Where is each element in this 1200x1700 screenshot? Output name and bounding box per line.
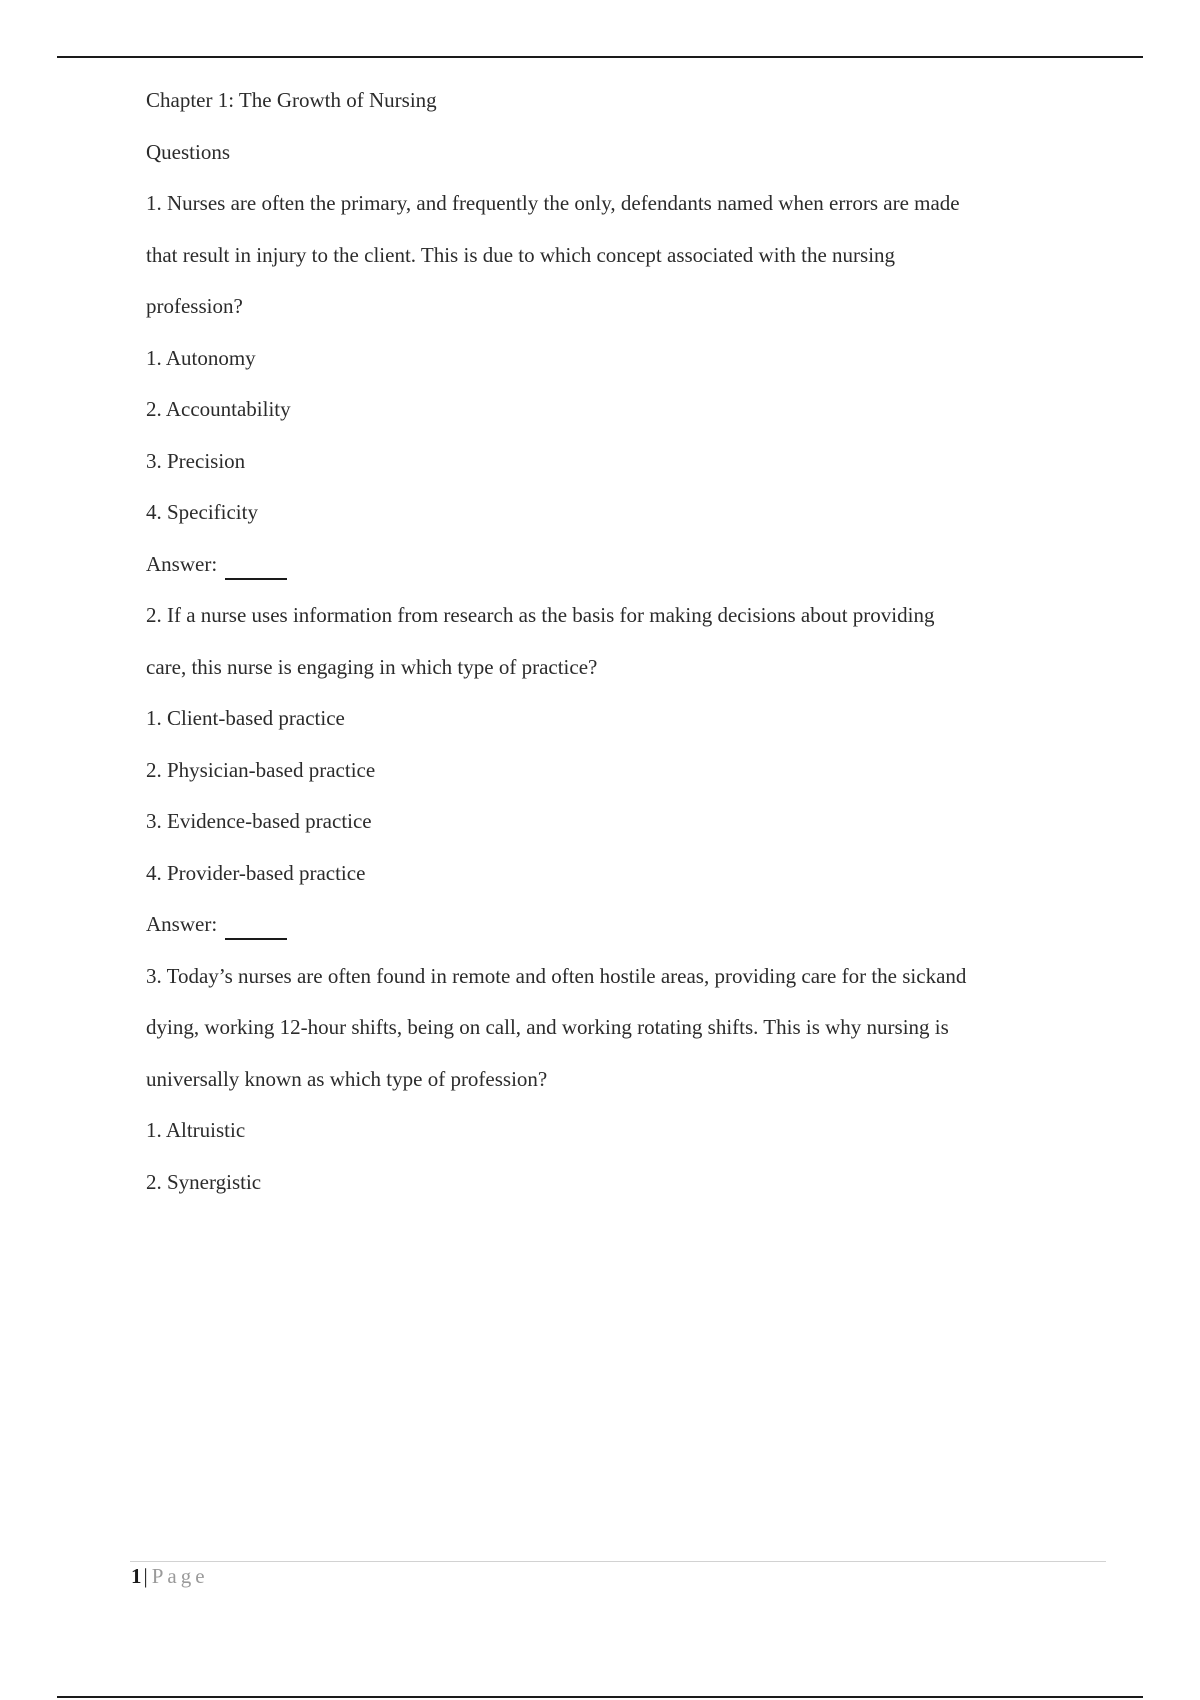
question-1-option-4: 4. Specificity: [146, 500, 258, 524]
question-1-option-2: 2. Accountability: [146, 397, 291, 421]
question-1-stem-line: that result in injury to the client. This is due to which concept associated with the nursing: [146, 242, 896, 267]
bottom-rule: [57, 1696, 1143, 1698]
document-body: [146, 84, 1086, 1217]
question-2-option-2: 2. Physician-based practice: [146, 757, 376, 782]
question-1-answer-row: [146, 548, 1086, 600]
question-2-option-1: 1. Client-based practice: [146, 706, 345, 730]
question-1-stem-line: 1. Nurses are often the primary, and frequently the only, defendants named when errors are made: [146, 191, 960, 215]
question-2-option-3: 3. Evidence-based practice: [146, 809, 372, 833]
question-3-stem-line: 3. Today’s nurses are often found in remote and often hostile areas, providing care for the sickand: [146, 963, 967, 988]
question-2-option-4: 4. Provider-based practice: [146, 860, 366, 885]
answer-blank: [225, 554, 287, 580]
question-2-answer-row: [146, 908, 1086, 960]
question-2-stem-line: care, this nurse is engaging in which type of practice?: [146, 654, 598, 679]
question-1-option-1: 1. Autonomy: [146, 345, 256, 370]
question-3-option-1: 1. Altruistic: [146, 1118, 246, 1142]
answer-label: Answer:: [146, 551, 218, 576]
question-1-stem-line: profession?: [146, 294, 243, 318]
question-1: [146, 187, 1086, 599]
page-footer: [131, 1562, 209, 1590]
footer-divider: [130, 1561, 1106, 1562]
section-label: Questions: [146, 139, 230, 164]
answer-label: Answer:: [146, 912, 218, 936]
top-rule: [57, 56, 1143, 58]
answer-blank: [225, 914, 287, 940]
question-2: [146, 599, 1086, 960]
question-2-stem-line: 2. If a nurse uses information from research as the basis for making decisions about providing: [146, 603, 935, 627]
question-3-option-2: 2. Synergistic: [146, 1169, 262, 1194]
question-3: [146, 960, 1086, 1218]
page-number: 1: [131, 1564, 142, 1588]
question-3-stem-line: dying, working 12-hour shifts, being on call, and working rotating shifts. This is why nursing is: [146, 1015, 949, 1039]
question-1-option-3: 3. Precision: [146, 448, 246, 473]
question-3-stem-line: universally known as which type of profession?: [146, 1066, 548, 1091]
page-separator: |: [143, 1564, 148, 1588]
page-label: Page: [151, 1564, 209, 1588]
chapter-title: Chapter 1: The Growth of Nursing: [146, 88, 437, 112]
